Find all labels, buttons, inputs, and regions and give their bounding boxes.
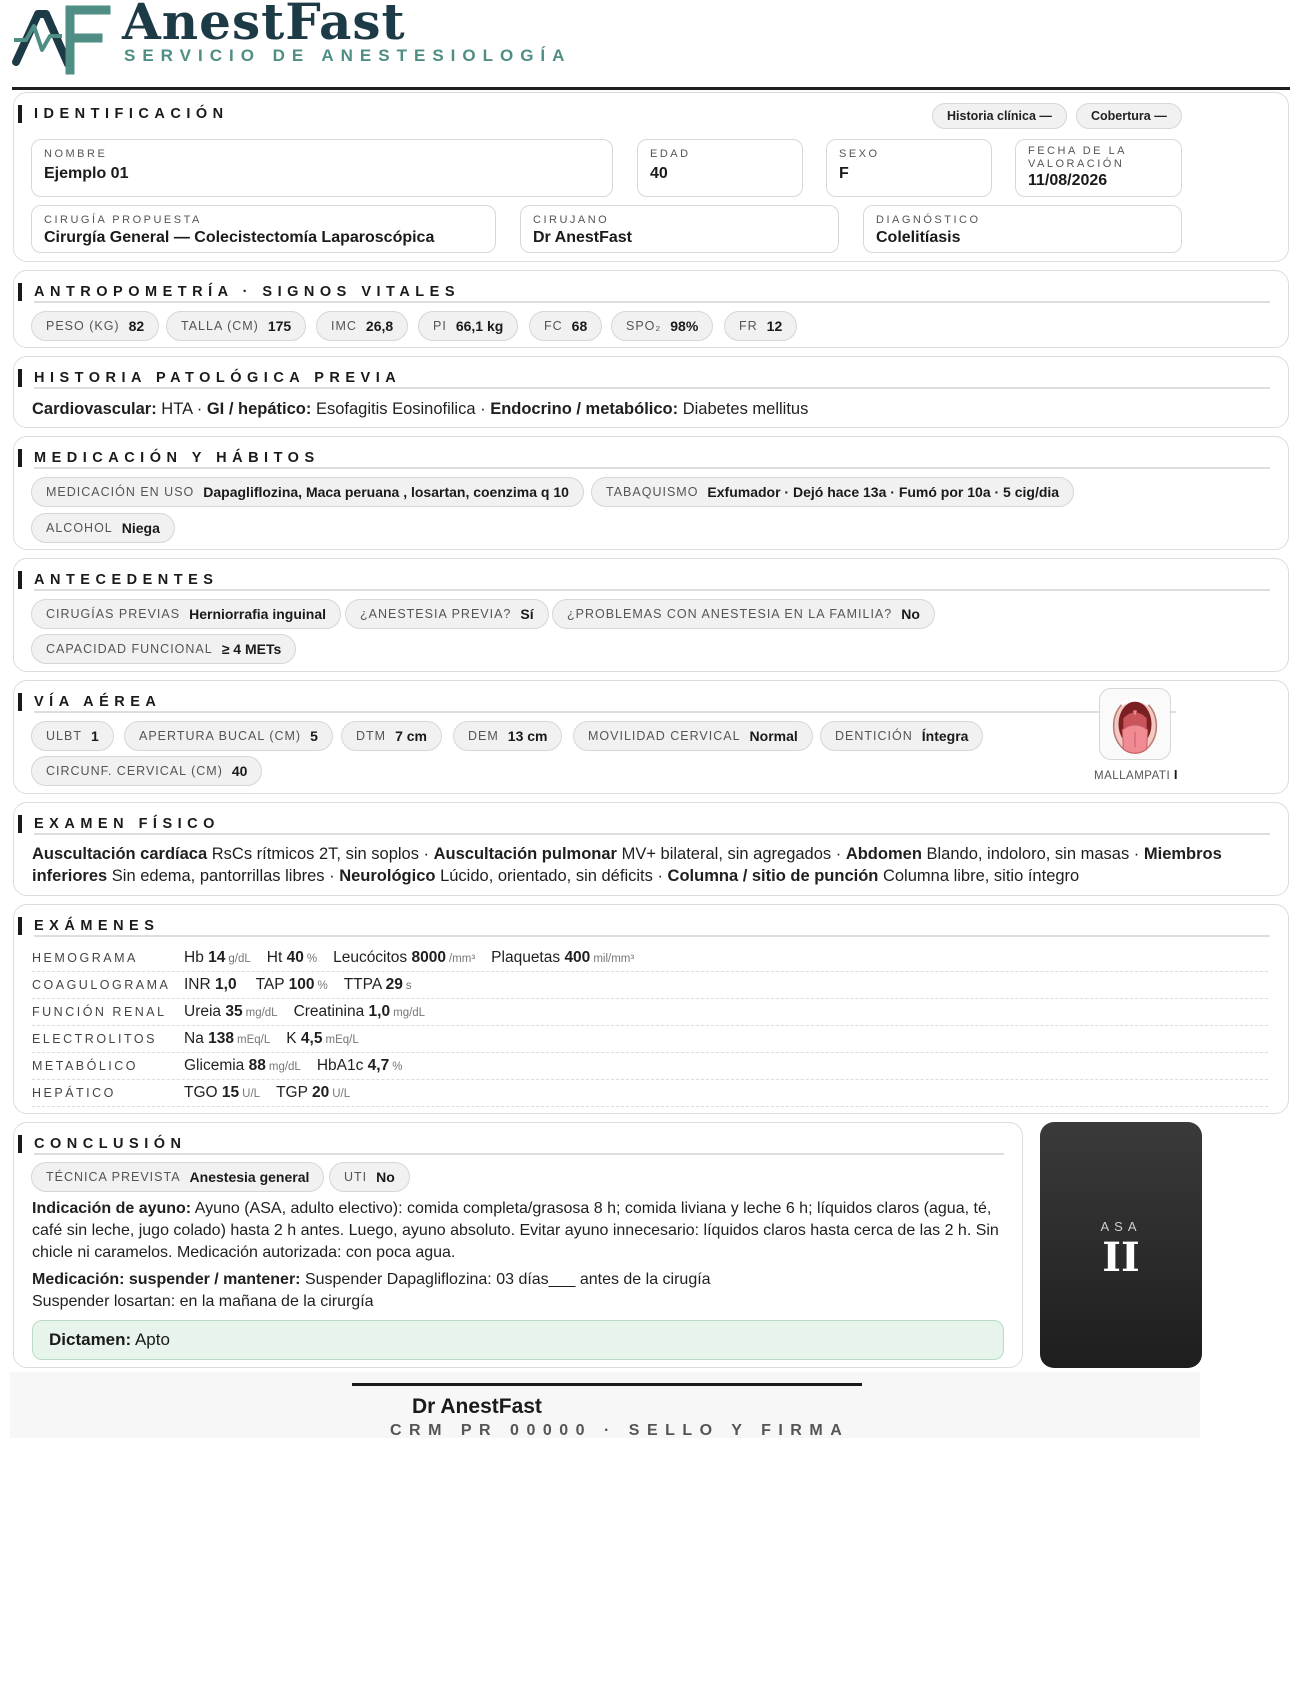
lab-row — [32, 945, 1268, 972]
medicacion-suspender-label: Medicación: suspender / mantener: — [32, 1271, 301, 1288]
mallampati-label — [1094, 767, 1178, 782]
lab-row — [32, 1080, 1268, 1107]
conclusion-section — [13, 1122, 1023, 1368]
pill-label: DEM — [468, 729, 499, 743]
pill-label: MEDICACIÓN EN USO — [46, 485, 195, 499]
lab-row — [32, 972, 1268, 999]
pill-value: 66,1 kg — [455, 318, 504, 334]
pill-label: ¿PROBLEMAS CON ANESTESIA EN LA FAMILIA? — [567, 607, 893, 621]
field-label: EDAD — [650, 148, 691, 160]
pill-label: UTI — [344, 1170, 368, 1184]
header — [10, 0, 1290, 92]
tecnica-prevista-pill — [31, 1162, 324, 1192]
lab-value — [184, 1057, 301, 1075]
cirugias-previas-pill — [31, 599, 341, 629]
ayuno-label: Indicación de ayuno: — [32, 1200, 192, 1217]
field-value: Cirurgía General — Colecistectomía Laparoscópica — [44, 229, 435, 246]
asa-label: ASA — [1100, 1219, 1142, 1234]
lab-value-number: 100 — [288, 976, 315, 993]
lab-value-number: 1,0 — [368, 1003, 391, 1020]
pi-pill — [418, 311, 518, 341]
ulbt-pill — [31, 721, 114, 751]
exam-value: Blando, indoloro, sin masas · — [921, 845, 1144, 863]
lab-value-unit: % — [317, 980, 328, 992]
field-value: F — [839, 165, 849, 182]
exam-label: Abdomen — [845, 845, 922, 863]
examenes-section — [13, 904, 1289, 1114]
ayuno-value: Ayuno (ASA, adulto electivo): comida completa/grasosa 8 h; comida liviana y leche 6 h; líquidos claros (agua, té, café sin leche, jugo colado) hasta 2 h antes. Luego, ayuno absoluto. Evitar ayuno innecesario: líquidos claros hasta cerca de las 2 h. Sin chicle ni caramelos. Medicación autorizada: con poca agua. — [32, 1200, 999, 1261]
lab-row-label: METABÓLICO — [32, 1059, 139, 1073]
pill-label: CAPACIDAD FUNCIONAL — [46, 642, 213, 656]
historia-section — [13, 356, 1289, 428]
lab-value — [256, 976, 328, 994]
edad-field[interactable] — [637, 139, 803, 197]
pill-label: DTM — [356, 729, 387, 743]
lab-value-number: 138 — [208, 1030, 235, 1047]
lab-value-number: 20 — [311, 1084, 330, 1101]
section-divider — [34, 467, 1270, 469]
cardiovascular-value: HTA · — [156, 400, 207, 418]
pill-label: TABAQUISMO — [606, 485, 699, 499]
lab-value — [184, 1030, 270, 1048]
fecha-field[interactable] — [1015, 139, 1182, 197]
tabaquismo-pill — [591, 477, 1074, 507]
historia-clinica-button[interactable]: Historia clínica — — [932, 103, 1067, 129]
pill-value: Dapagliflozina, Maca peruana , losartan, coenzima q 10 — [203, 484, 569, 500]
medicacion-suspender-line2: Suspender losartan: en la mañana de la cirurgía — [32, 1293, 374, 1310]
field-label: DIAGNÓSTICO — [876, 214, 981, 226]
section-divider — [34, 301, 1270, 303]
endocrino-value: Diabetes mellitus — [678, 400, 809, 418]
pill-value: 175 — [267, 318, 292, 334]
lab-value-number: 4,7 — [367, 1057, 390, 1074]
field-label: NOMBRE — [44, 148, 108, 160]
lab-value — [184, 949, 251, 967]
section-divider — [34, 1153, 1004, 1155]
problemas-familia-pill — [552, 599, 935, 629]
endocrino-label: Endocrino / metabólico: — [490, 400, 679, 418]
pill-label: ¿ANESTESIA PREVIA? — [360, 607, 512, 621]
asa-value: II — [1102, 1234, 1140, 1281]
lab-value-name: Plaquetas — [491, 949, 561, 966]
pill-label: DENTICIÓN — [835, 729, 913, 743]
section-title: CONCLUSIÓN — [34, 1136, 187, 1152]
signature-credentials: CRM PR 00000 · SELLO Y FIRMA — [390, 1422, 850, 1439]
cardiovascular-label: Cardiovascular: — [32, 400, 157, 418]
lab-value — [286, 1030, 358, 1048]
lab-value-name: TTPA — [343, 976, 382, 993]
historia-text — [32, 397, 1268, 421]
medicacion-suspender-line1: Suspender Dapagliflozina: 03 días___ antes de la cirugía — [300, 1271, 711, 1288]
fc-pill — [529, 311, 602, 341]
dictamen-value: Apto — [131, 1330, 170, 1349]
lab-value-number: 400 — [564, 949, 591, 966]
lab-value-unit: mEq/L — [237, 1034, 271, 1046]
lab-value-name: HbA1c — [316, 1057, 364, 1074]
dtm-pill — [341, 721, 442, 751]
pill-value: 26,8 — [365, 318, 394, 334]
lab-row — [32, 1026, 1268, 1053]
talla-pill — [166, 311, 306, 341]
examen-fisico-section — [13, 802, 1289, 896]
capacidad-funcional-pill — [31, 634, 296, 664]
antropometria-section — [13, 270, 1289, 348]
lab-value-unit: mEq/L — [325, 1034, 359, 1046]
pill-value: 5 — [310, 728, 318, 744]
lab-row-label: FUNCIÓN RENAL — [32, 1005, 167, 1019]
pill-value: 13 cm — [507, 728, 548, 744]
pill-label: CIRCUNF. CERVICAL (CM) — [46, 764, 223, 778]
exam-label: Miembros inferiores — [32, 845, 1222, 885]
lab-value-name: Na — [184, 1030, 204, 1047]
lab-value-name: Ht — [266, 949, 283, 966]
lab-value-number: 29 — [385, 976, 403, 993]
pill-value: 98% — [670, 318, 699, 334]
diagnostico-field[interactable] — [863, 205, 1182, 253]
pill-label: TALLA (CM) — [181, 319, 259, 333]
pill-label: SPO₂ — [626, 319, 662, 333]
imc-pill — [316, 311, 408, 341]
identificacion-section — [13, 92, 1289, 262]
pill-value: Sí — [520, 606, 534, 622]
pill-value: Exfumador · Dejó hace 13a · Fumó por 10a · 5 cig/dia — [707, 484, 1060, 500]
field-value: 40 — [650, 165, 668, 182]
brand-subtitle: SERVICIO DE ANESTESIOLOGÍA — [124, 46, 572, 65]
lab-value — [294, 1003, 426, 1021]
pill-value: 82 — [128, 318, 145, 334]
alcohol-pill — [31, 513, 175, 543]
section-title: EXAMEN FÍSICO — [34, 816, 220, 832]
exam-value: Sin edema, pantorrillas libres · — [107, 867, 340, 885]
section-title: ANTECEDENTES — [34, 572, 219, 588]
pill-label: FC — [544, 319, 563, 333]
lab-value-unit: U/L — [242, 1088, 261, 1100]
lab-value-name: TGP — [276, 1084, 308, 1101]
lab-value-name: Ureia — [184, 1003, 222, 1020]
mallampati-label-text: MALLAMPATI — [1094, 770, 1171, 782]
section-divider — [34, 387, 1270, 389]
section-title: VÍA AÉREA — [34, 694, 162, 710]
exam-label: Columna / sitio de punción — [667, 867, 879, 885]
pill-value: Íntegra — [921, 728, 969, 744]
lab-row-label: HEMOGRAMA — [32, 951, 138, 965]
pill-label: ALCOHOL — [46, 521, 113, 535]
lab-value — [317, 1057, 403, 1075]
gi-label: GI / hepático: — [206, 400, 312, 418]
section-title: MEDICACIÓN Y HÁBITOS — [34, 450, 320, 466]
section-divider — [34, 589, 1270, 591]
lab-value-name: TGO — [184, 1084, 218, 1101]
brand-name: AnestFast — [122, 0, 406, 51]
lab-value-number: 40 — [286, 949, 304, 966]
section-title: EXÁMENES — [34, 918, 160, 934]
exam-value: Columna libre, sitio íntegro — [878, 867, 1080, 885]
lab-row — [32, 999, 1268, 1026]
lab-value-name: TAP — [255, 976, 285, 993]
pill-value: Niega — [121, 520, 160, 536]
lab-value — [276, 1084, 350, 1102]
cirujano-field[interactable] — [520, 205, 839, 253]
pill-value: 12 — [766, 318, 783, 334]
gi-value: Esofagitis Eosinofilica · — [311, 400, 491, 418]
signature-line — [352, 1383, 862, 1386]
field-value: Ejemplo 01 — [44, 165, 129, 182]
pill-value: No — [901, 606, 920, 622]
ayuno-text — [32, 1198, 1002, 1264]
lab-value-number: 14 — [208, 949, 226, 966]
lab-value-unit: % — [392, 1061, 403, 1073]
movilidad-cervical-pill — [573, 721, 813, 751]
peso-pill — [31, 311, 159, 341]
field-value: Colelitíasis — [876, 229, 961, 246]
field-label: SEXO — [839, 148, 880, 160]
lab-value-unit: g/dL — [228, 953, 251, 965]
lab-value-unit: s — [405, 980, 412, 992]
exam-value: RsCs rítmicos 2T, sin soplos · — [207, 845, 434, 863]
dictamen-box — [32, 1320, 1004, 1360]
pill-value: Anestesia general — [189, 1169, 310, 1185]
pill-label: FR — [739, 319, 758, 333]
lab-row-label: ELECTROLITOS — [32, 1032, 157, 1046]
mallampati-value: I — [1173, 767, 1178, 782]
field-value: 11/08/2026 — [1028, 172, 1108, 189]
lab-value-name: Hb — [184, 949, 204, 966]
section-title: HISTORIA PATOLÓGICA PREVIA — [34, 370, 402, 386]
exam-value: MV+ bilateral, sin agregados · — [616, 845, 846, 863]
header-divider — [12, 87, 1290, 90]
pill-label: IMC — [331, 319, 357, 333]
lab-value-number: 15 — [221, 1084, 240, 1101]
exam-label: Auscultación pulmonar — [433, 845, 617, 863]
exam-label: Neurológico — [339, 867, 436, 885]
lab-value-name: INR — [184, 976, 211, 993]
lab-row — [32, 1053, 1268, 1080]
lab-value — [344, 976, 412, 994]
apertura-bucal-pill — [124, 721, 333, 751]
pill-label: TÉCNICA PREVISTA — [46, 1170, 181, 1184]
lab-value — [184, 1003, 278, 1021]
lab-value-unit: mg/dL — [268, 1061, 301, 1073]
dem-pill — [453, 721, 562, 751]
lab-value-number: 4,5 — [300, 1030, 323, 1047]
pill-value: No — [376, 1169, 395, 1185]
exam-value: Lúcido, orientado, sin déficits · — [435, 867, 668, 885]
lab-row-label: COAGULOGRAMA — [32, 978, 171, 992]
lab-value — [333, 949, 475, 967]
field-label: FECHA DE LA VALORACIÓN — [1028, 145, 1127, 170]
field-label: CIRUJANO — [533, 214, 610, 226]
lab-value — [267, 949, 317, 967]
pill-value: Herniorrafia inguinal — [189, 606, 327, 622]
lab-value-name: Leucócitos — [333, 949, 408, 966]
section-divider — [34, 833, 1270, 835]
pill-value: Normal — [749, 728, 798, 744]
lab-value — [184, 976, 240, 994]
pill-value: 68 — [571, 318, 588, 334]
lab-row-label: HEPÁTICO — [32, 1086, 116, 1100]
fr-pill — [724, 311, 797, 341]
lab-value-number: 1,0 — [215, 976, 237, 993]
circunf-cervical-pill — [31, 756, 262, 786]
lab-value-unit: U/L — [332, 1088, 351, 1100]
pill-label: ULBT — [46, 729, 82, 743]
lab-value-number: 8000 — [411, 949, 446, 966]
medicacion-section — [13, 436, 1289, 550]
pill-label: MOVILIDAD CERVICAL — [588, 729, 741, 743]
mouth-mallampati-icon — [1100, 689, 1170, 759]
section-title: ANTROPOMETRÍA · SIGNOS VITALES — [34, 284, 461, 300]
pill-label: PI — [433, 319, 447, 333]
pill-value: 1 — [90, 728, 99, 744]
field-label: CIRUGÍA PROPUESTA — [44, 214, 202, 226]
uti-pill — [329, 1162, 410, 1192]
exam-label: Auscultación cardíaca — [32, 845, 208, 863]
lab-value — [184, 1084, 260, 1102]
field-value: Dr AnestFast — [533, 229, 632, 246]
lab-value-number: 88 — [248, 1057, 266, 1074]
section-divider — [34, 935, 1270, 937]
section-title: IDENTIFICACIÓN — [34, 106, 229, 122]
lab-value-name: Glicemia — [184, 1057, 245, 1074]
lab-value-number: 35 — [225, 1003, 243, 1020]
medicacion-uso-pill — [31, 477, 584, 507]
lab-value-unit: mg/dL — [393, 1007, 426, 1019]
signature-name: Dr AnestFast — [412, 1395, 542, 1418]
antecedentes-section — [13, 558, 1289, 672]
cirugia-field[interactable] — [31, 205, 496, 253]
lab-value-unit: % — [306, 953, 318, 965]
examen-text — [32, 843, 1268, 887]
pill-label: CIRUGÍAS PREVIAS — [46, 607, 181, 621]
cobertura-button[interactable]: Cobertura — — [1076, 103, 1182, 129]
lab-value-unit: mil/mm³ — [593, 953, 635, 965]
lab-value-name: K — [286, 1030, 297, 1047]
pill-value: 7 cm — [395, 728, 427, 744]
mallampati-image — [1099, 688, 1171, 760]
medicacion-suspender-text — [32, 1269, 1002, 1313]
lab-value-name: Creatinina — [293, 1003, 365, 1020]
via-aerea-section — [13, 680, 1289, 794]
pill-label: PESO (KG) — [46, 319, 120, 333]
denticion-pill — [820, 721, 983, 751]
asa-badge — [1040, 1122, 1202, 1368]
section-divider — [34, 711, 1176, 713]
nombre-field[interactable] — [31, 139, 613, 197]
pill-label: APERTURA BUCAL (CM) — [139, 729, 302, 743]
lab-value-unit: mg/dL — [245, 1007, 278, 1019]
anestesia-previa-pill — [345, 599, 549, 629]
anestfast-logo-icon — [10, 0, 115, 80]
sexo-field[interactable] — [826, 139, 992, 197]
pill-value: 40 — [231, 763, 248, 779]
spo2-pill — [611, 311, 713, 341]
lab-value — [491, 949, 634, 967]
lab-value-unit: /mm³ — [448, 953, 476, 965]
dictamen-label: Dictamen: — [49, 1330, 132, 1349]
pill-value: ≥ 4 METs — [221, 641, 282, 657]
